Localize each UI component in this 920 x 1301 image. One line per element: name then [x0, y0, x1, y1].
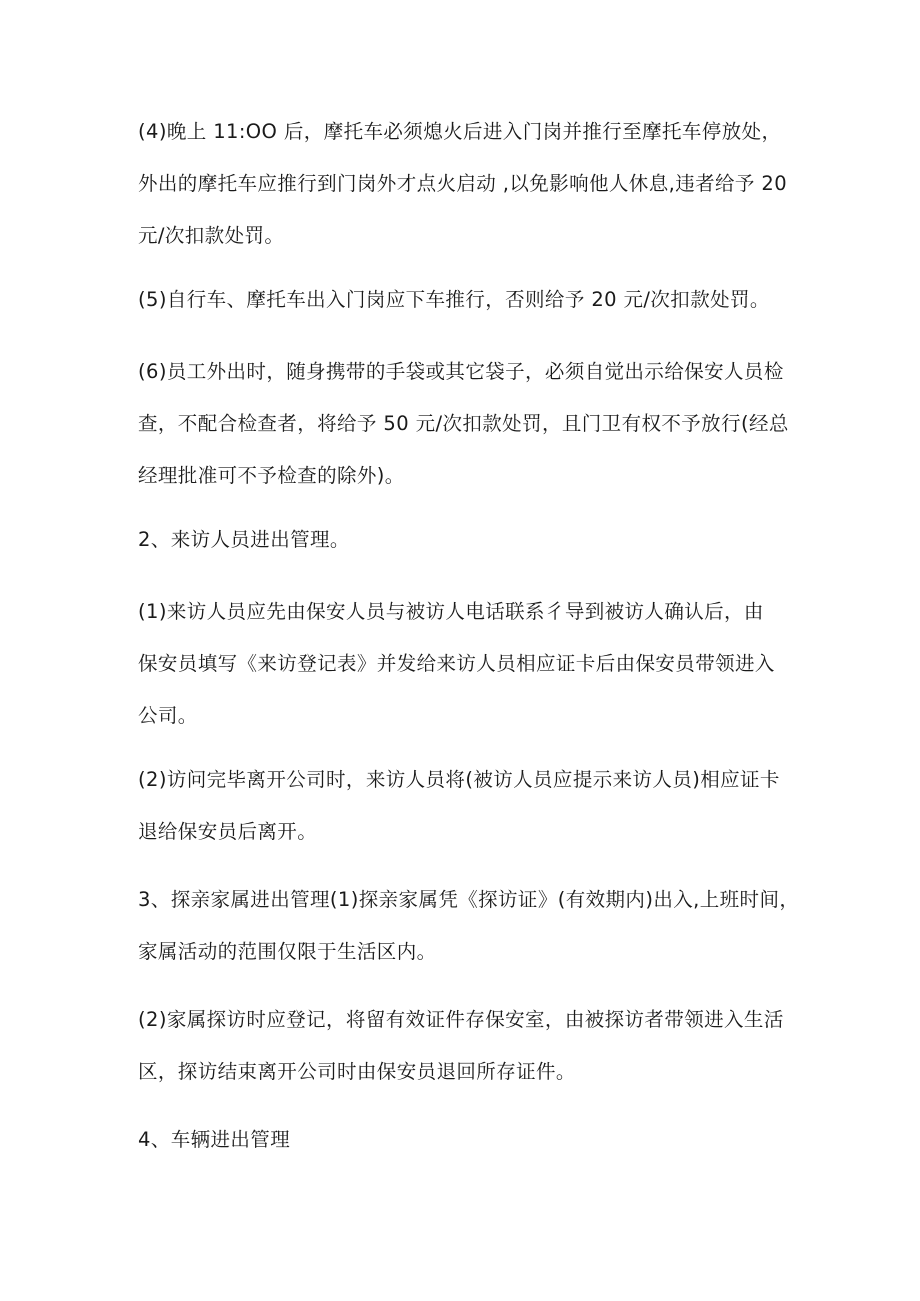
section-heading-family-visits	[138, 874, 818, 978]
paragraph-visitor-exit	[138, 754, 818, 858]
text-line: 元/次扣款处罚。	[138, 224, 285, 247]
text-line: 经理批准可不予检查的除外)。	[138, 464, 405, 487]
text-line: 区，探访结束离开公司时由保安员退回所存证件。	[138, 1060, 576, 1083]
text-line: 3、探亲家属进出管理(1)探亲家属凭《探访证》(有效期内)出入,上班时间，	[138, 888, 800, 911]
text-line: 保安员填写《来访登记表》并发给来访人员相应证卡后由保安员带领进入	[138, 652, 775, 675]
text-line: 公司。	[138, 704, 198, 727]
text-line: (5)自行车、摩托车出入门岗应下车推行，否则给予 20 元/次扣款处罚。	[138, 288, 770, 311]
text-line: (1)来访人员应先由保安人员与被访人电话联系彳导到被访人确认后，由	[138, 600, 764, 623]
text-line: 2、来访人员进出管理。	[138, 528, 350, 551]
paragraph-bag-inspection-rule	[138, 346, 818, 502]
text-line: 家属活动的范围仅限于生活区内。	[138, 940, 437, 963]
text-line: 4、车辆进出管理	[138, 1128, 291, 1151]
text-line: 外出的摩托车应推行到门岗外才点火启动 ,以免影响他人休息,违者给予 20	[138, 172, 788, 195]
text-line: (2)家属探访时应登记，将留有效证件存保安室，由被探访者带领进入生活	[138, 1008, 784, 1031]
paragraph-family-registration	[138, 994, 818, 1098]
text-line: 退给保安员后离开。	[138, 820, 318, 843]
section-heading-vehicles	[138, 1114, 818, 1166]
text-line: (6)员工外出时，随身携带的手袋或其它袋子，必须自觉出示给保安人员检	[138, 360, 784, 383]
section-heading-visitors	[138, 514, 818, 566]
text-line: (2)访问完毕离开公司时，来访人员将(被访人员应提示来访人员)相应证卡	[138, 768, 780, 791]
text-line: (4)晚上 11:OO 后，摩托车必须熄火后进入门岗并推行至摩托车停放处，	[138, 120, 782, 143]
text-line: 查，不配合检查者，将给予 50 元/次扣款处罚，且门卫有权不予放行(经总	[138, 412, 789, 435]
paragraph-bicycle-rule	[138, 274, 818, 326]
paragraph-motorcycle-night-rule	[138, 106, 818, 262]
paragraph-visitor-registration	[138, 586, 818, 742]
